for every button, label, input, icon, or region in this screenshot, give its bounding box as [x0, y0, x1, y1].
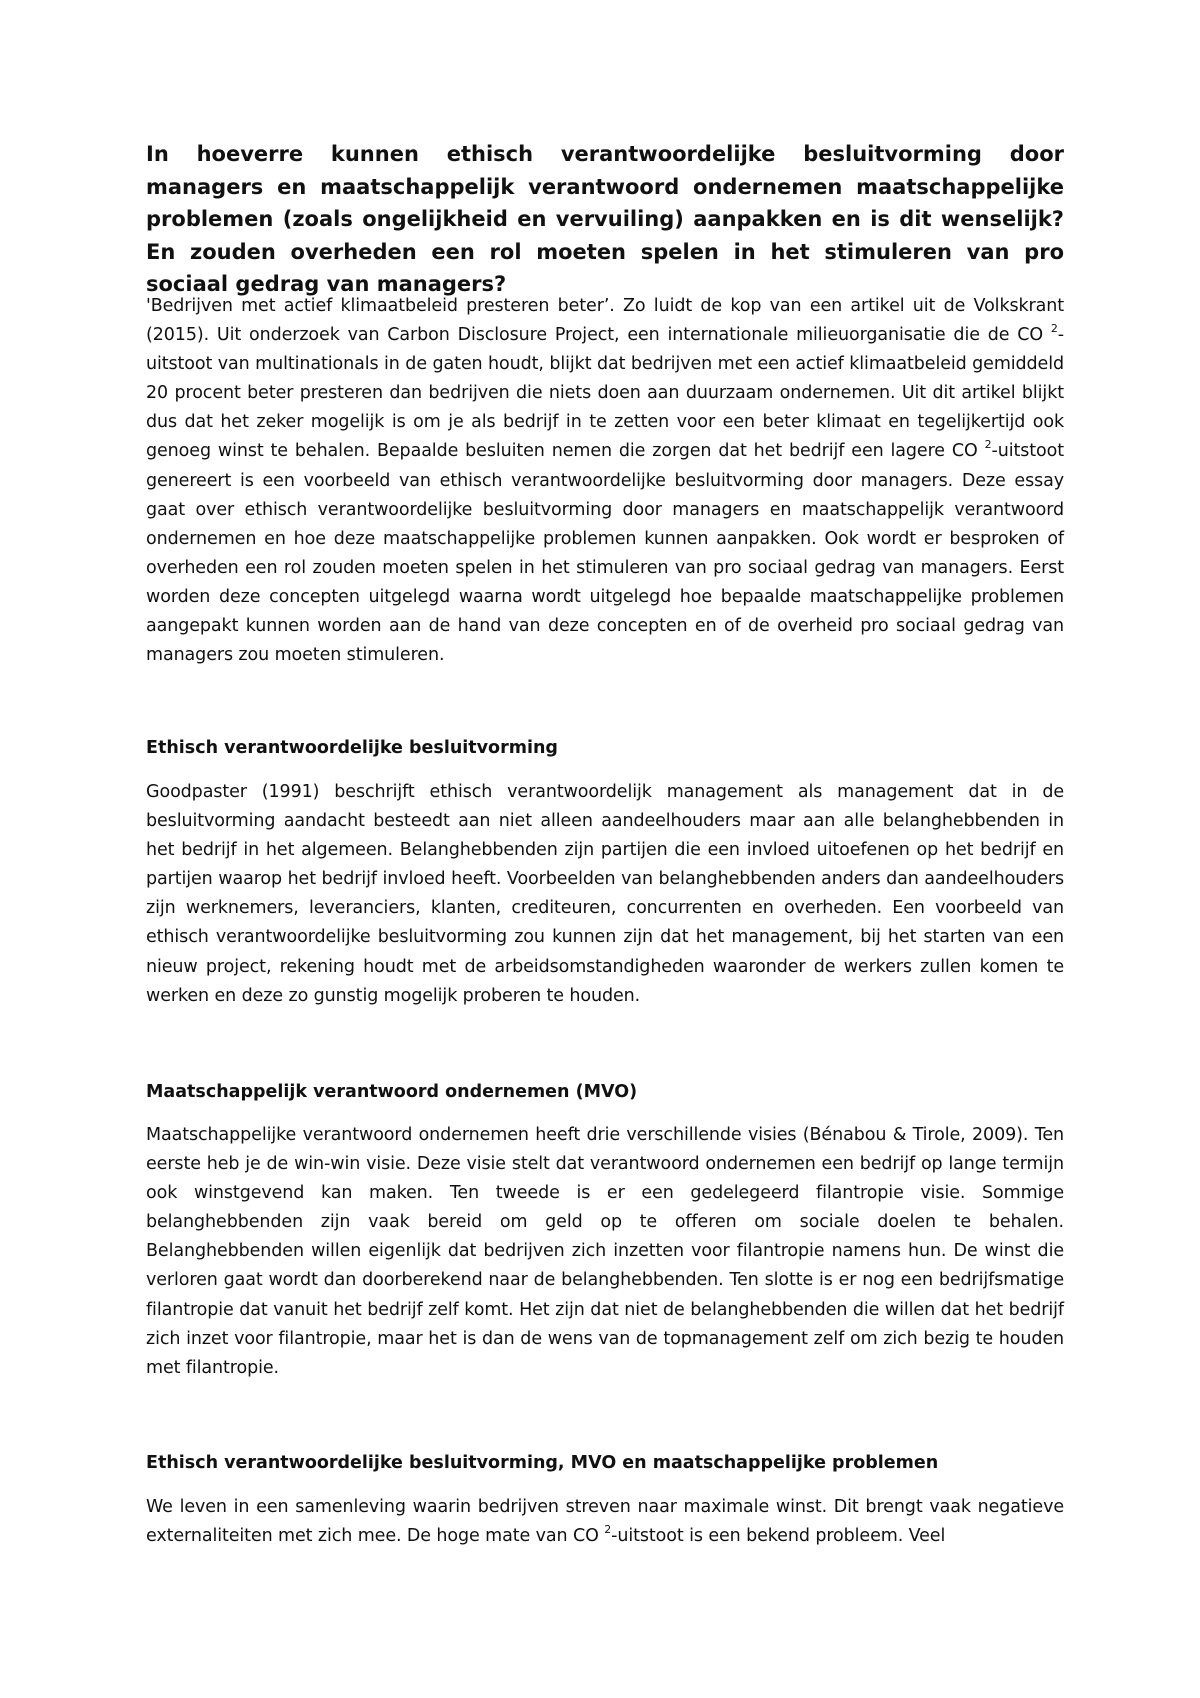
section-body-mvo: Maatschappelijke verantwoord ondernemen heeft drie verschillende visies (Bénabou & Tirole, 2009). Ten eerste heb je de win-win visie. Deze visie stelt dat verantwoord ondernemen een bedrijf op lange termijn ook winstgevend kan maken. Ten tweede is er een gedelegeerd filantropie visie. Sommige belanghebbenden zijn vaak bereid om geld op te offeren om sociale doelen te behalen. Belanghebbenden willen eigenlijk dat bedrijven zich inzetten voor filantropie namens hun. De winst die verloren gaat wordt dan doorberekend naar de belanghebbenden. Ten slotte is er nog een bedrijfsmatige filantropie dat vanuit het bedrijf zelf komt. Het zijn dat niet de belanghebbenden die willen dat het bedrijf zich inzet voor filantropie, maar het is dan de wens van de topmanagement zelf om zich bezig te houden met filantropie. [146, 1125, 1064, 1378]
intro-paragraph [146, 292, 1064, 670]
intro-text-1: 'Bedrijven met actief klimaatbeleid presteren beter’. Zo luidt de kop van een artikel uit de Volkskrant (2015). Uit onderzoek van Carbon Disclosure Project, een internationale milieuorganisatie die de CO [146, 296, 1064, 346]
document-title: In hoeverre kunnen ethisch verantwoordelijke besluitvorming door managers en maatschappelijk verantwoord ondernemen maatschappelijke problemen (zoals ongelijkheid en vervuiling) aanpakken en is dit wenselijk? En zouden overheden een rol moeten spelen in het stimuleren van pro sociaal gedrag van managers? [146, 142, 1064, 296]
section3-text-1: We leven in een samenleving waarin bedrijven streven naar maximale winst. Dit brengt vaak negatieve externaliteiten met zich mee. De hoge mate van CO [146, 1497, 1064, 1547]
section-body-ethisch: Goodpaster (1991) beschrijft ethisch verantwoordelijk management als management dat in de besluitvorming aandacht besteedt aan niet alleen aandeelhouders maar aan alle belanghebbenden in het bedrijf in het algemeen. Belanghebbenden zijn partijen die een invloed uitoefenen op het bedrijf en partijen waarop het bedrijf invloed heeft. Voorbeelden van belanghebbenden anders dan aandeelhouders zijn werknemers, leveranciers, klanten, crediteuren, concurrenten en overheden. Een voorbeeld van ethisch verantwoordelijke besluitvorming zou kunnen zijn dat het management, bij het starten van een nieuw project, rekening houdt met de arbeidsomstandigheden waaronder de werkers zullen komen te werken en deze zo gunstig mogelijk proberen te houden. [146, 782, 1064, 1006]
section-heading-ethisch: Ethisch verantwoordelijke besluitvorming [146, 738, 558, 758]
intro-text-2: -uitstoot van multinationals in de gaten houdt, blijkt dat bedrijven met een actief klimaatbeleid gemiddeld 20 procent beter presteren dan bedrijven die niets doen aan duurzaam ondernemen. Uit dit artikel blijkt dus dat het zeker mogelijk is om je als bedrijf in te zetten voor een beter klimaat en tegelijkertijd ook genoeg winst te behalen. Bepaalde besluiten nemen die zorgen dat het bedrijf een lagere CO [146, 325, 1064, 462]
intro-superscript-2: 2 [984, 438, 992, 452]
section-heading-problemen: Ethisch verantwoordelijke besluitvorming, MVO en maatschappelijke problemen [146, 1453, 939, 1473]
intro-superscript-1: 2 [1050, 322, 1058, 336]
section3-text-2: -uitstoot is een bekend probleem. Veel [611, 1526, 946, 1547]
section-heading-mvo: Maatschappelijk verantwoord ondernemen (MVO) [146, 1082, 638, 1102]
section-body-problemen [146, 1493, 1064, 1551]
intro-text-3: -uitstoot genereert is een voorbeeld van ethisch verantwoordelijke besluitvorming door managers. Deze essay gaat over ethisch verantwoordelijke besluitvorming door managers en maatschappelijk verantwoord ondernemen en hoe deze maatschappelijke problemen kunnen aanpakken. Ook wordt er besproken of overheden een rol zouden moeten spelen in het stimuleren van pro sociaal gedrag van managers. Eerst worden deze concepten uitgelegd waarna wordt uitgelegd hoe bepaalde maatschappelijke problemen aangepakt kunnen worden aan de hand van deze concepten en of de overheid pro sociaal gedrag van managers zou moeten stimuleren. [146, 441, 1064, 666]
section3-superscript: 2 [604, 1523, 612, 1537]
